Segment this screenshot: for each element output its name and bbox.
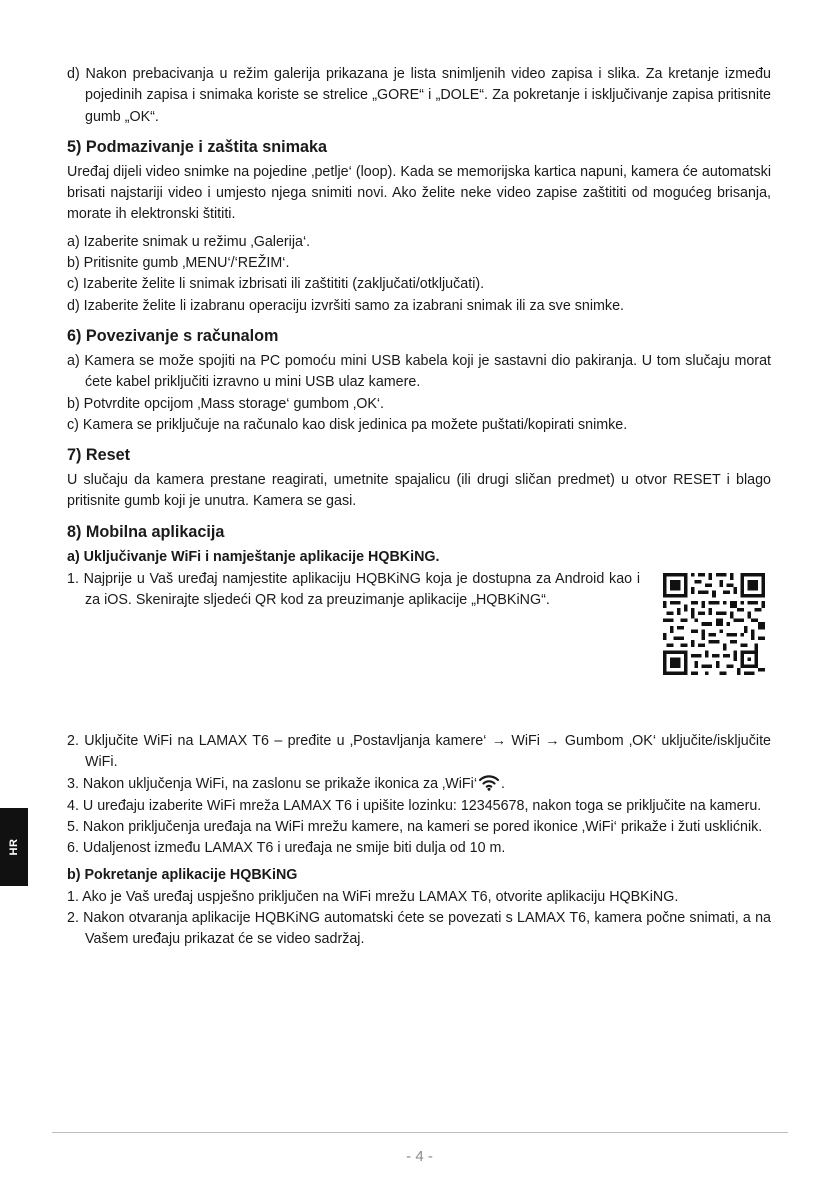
section-8a-item-2: 2. Uključite WiFi na LAMAX T6 – pređite u ‚Postavljanja kamere‘ → WiFi → Gumbom ‚OK‘ uključite/isključite WiFi. (67, 732, 771, 771)
section-8b-item-1: 1. Ako je Vaš uređaj uspješno priključen na WiFi mrežu LAMAX T6, otvorite aplikaciju HQBKiNG. (67, 888, 679, 905)
page-number: - 4 - (406, 1148, 433, 1165)
section-5-item-c: c) Izaberite želite li snimak izbrisati ili zaštititi (zaključati/otključati). (67, 276, 485, 293)
section-6-heading: 6) Povezivanje s računalom (67, 326, 279, 345)
section-8b-item-2: 2. Nakon otvaranja aplikacije HQBKiNG automatski ćete se povezati s LAMAX T6, kamera počne snimati, a na Vašem uređaju prikazat će se video sadržaj. (67, 909, 771, 948)
language-tab (0, 808, 28, 886)
section-5-paragraph: Uređaj dijeli video snimke na pojedine ‚petlje‘ (loop). Kada se memorijska kartica napuni, kamera će automatski brisati najstariji video i umjesto njega snimiti novi. Ako želite neke video zapise zaštititi od mogućeg brisanja, morate ih elektronski štititi. (67, 163, 771, 223)
section-6-item-b: b) Potvrdite opcijom ‚Mass storage‘ gumbom ‚OK‘. (67, 395, 385, 412)
section-8a-item-5: 5. Nakon priključenja uređaja na WiFi mrežu kamere, na kameri se pored ikonice ‚WiFi‘ prikaže i žuti usklićnik. (67, 818, 763, 835)
qr-code-icon (663, 573, 765, 675)
section-8b-heading: b) Pokretanje aplikacije HQBKiNG (67, 866, 298, 883)
section-8a-item-3 (67, 773, 771, 795)
section-8a-item-6: 6. Udaljenost između LAMAX T6 i uređaja ne smije biti dulja od 10 m. (67, 840, 506, 857)
gallery-item-d: d) Nakon prebacivanja u režim galerija prikazana je lista snimljenih video zapisa i slika. Za kretanje između pojedinih zapisa i snimaka koriste se strelice „GORE“ i „DOLE“. Za pokretanje i isključivanje zapisa pritisnite gumb „OK“. (67, 66, 771, 125)
section-5-heading: 5) Podmazivanje i zaštita snimaka (67, 137, 328, 156)
footer-divider (52, 1132, 788, 1133)
section-5-item-b: b) Pritisnite gumb ‚MENU‘/‘REŽIM‘. (67, 255, 290, 272)
section-8a-item-1: 1. Najprije u Vaš uređaj namjestite aplikaciju HQBKiNG koja je dostupna za Android kao i za iOS. Skenirajte sljedeći QR kod za preuzimanje aplikacije „HQBKiNG“. (67, 570, 640, 609)
qr-block (67, 569, 771, 675)
document-body (67, 64, 771, 950)
language-tab-label: HR (8, 838, 20, 856)
section-6-item-a: a) Kamera se može spojiti na PC pomoću mini USB kabela koji je sastavni dio pakiranja. U tom slučaju morat ćete kabel priključiti izravno u mini USB ulaz kamere. (67, 352, 771, 391)
section-8a-item-4: 4. U uređaju izaberite WiFi mreža LAMAX T6 i upišite lozinku: 12345678, nakon toga se priključite na kameru. (67, 797, 762, 814)
section-7-paragraph: U slučaju da kamera prestane reagirati, umetnite spajalicu (ili drugi sličan predmet) u otvor RESET i blago pritisnite gumb koji je unutra. Kamera se gasi. (67, 472, 771, 510)
section-8a-heading: a) Uključivanje WiFi i namještanje aplikacije HQBKiNG. (67, 548, 440, 565)
section-8-heading: 8) Mobilna aplikacija (67, 522, 225, 541)
section-5-item-d: d) Izaberite želite li izabranu operaciju izvršiti samo za izabrani snimak ili za sve snimke. (67, 297, 624, 314)
section-7-heading: 7) Reset (67, 446, 130, 465)
section-5-item-a: a) Izaberite snimak u režimu ‚Galerija‘. (67, 233, 311, 250)
wifi-icon (478, 773, 500, 791)
section-8a-item-3-text: 3. Nakon uključenja WiFi, na zaslonu se prikaže ikonica za ‚WiFi‘ (67, 776, 478, 793)
section-8a-item-3-end: . (501, 776, 505, 793)
section-6-item-c: c) Kamera se priključuje na računalo kao disk jedinica pa možete puštati/kopirati snimke. (67, 416, 628, 433)
